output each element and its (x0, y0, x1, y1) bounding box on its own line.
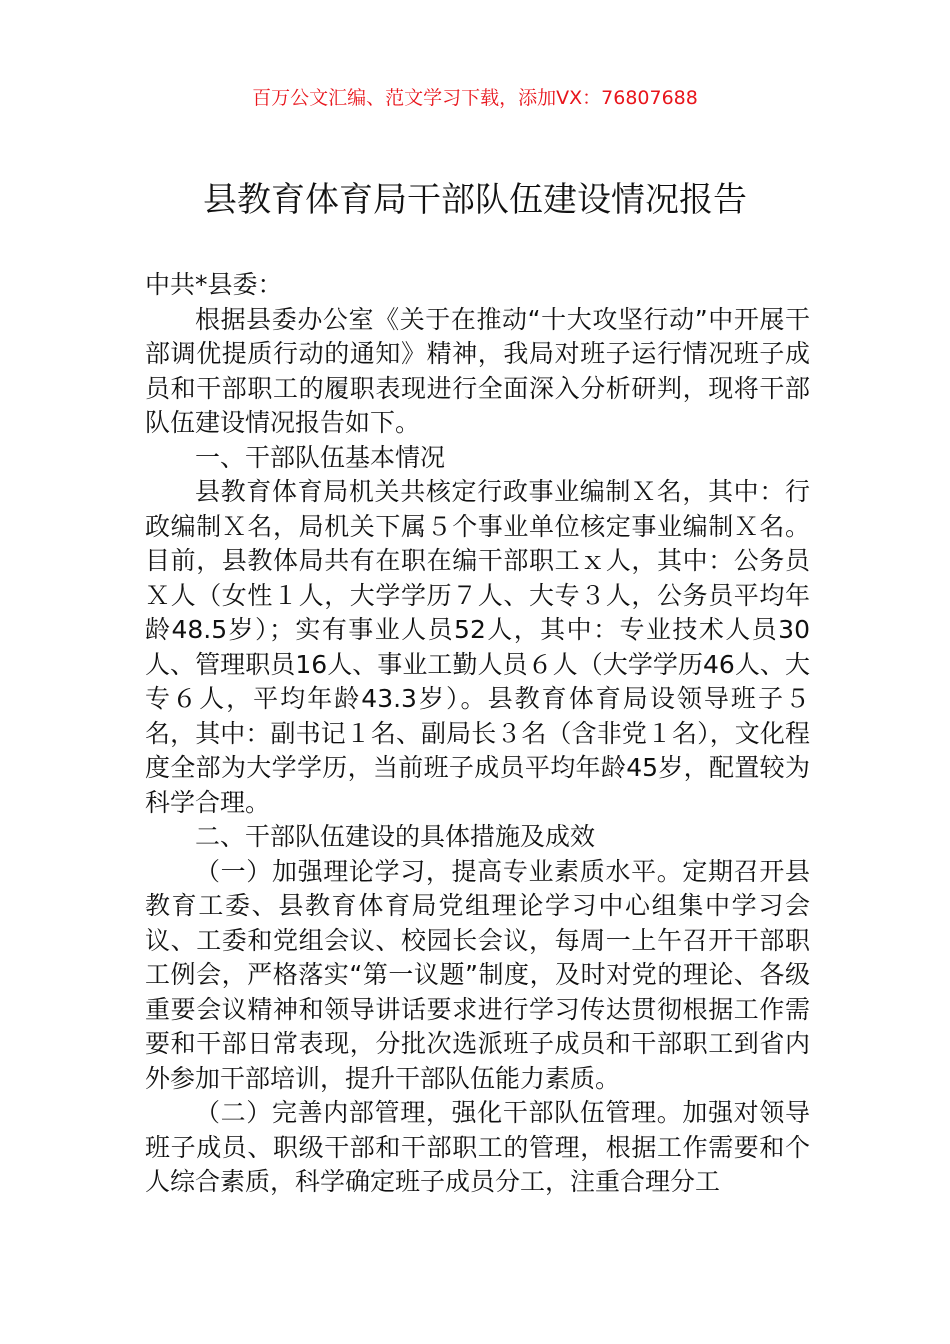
paragraph-basic-situation: 县教育体育局机关共核定行政事业编制Ｘ名，其中：行政编制Ｘ名，局机关下属５个事业单位核定事业编制Ｘ名。目前，县教体局共有在职在编干部职工ｘ人，其中：公务员Ｘ人（女性１人，大学学历７人、大专３人，公务员平均年龄48.5岁）；实有事业人员52人，其中：专业技术人员30人、管理职员16人、事业工勤人员６人（大学学历46人、大专６人，平均年龄43.3岁）。县教育体育局设领导班子５名，其中：副书记１名、副局长３名（含非党１名），文化程度全部为大学学历，当前班子成员平均年龄45岁，配置较为科学合理。 (145, 477, 810, 817)
salutation: 中共*县委： (145, 270, 283, 299)
section-heading-2: 二、干部队伍建设的具体措施及成效 (195, 822, 596, 851)
paragraph-intro: 根据县委办公室《关于在推动“十大攻坚行动”中开展干部调优提质行动的通知》精神，我局对班子运行情况班子成员和干部职工的履职表现进行全面深入分析研判，现将干部队伍建设情况报告如下。 (145, 304, 810, 437)
paragraph-measure-1: （一）加强理论学习，提高专业素质水平。定期召开县教育工委、县教育体育局党组理论学习中心组集中学习会议、工委和党组会议、校园长会议，每周一上午召开干部职工例会，严格落实“第一议题”制度，及时对党的理论、各级重要会议精神和领导讲话要求进行学习传达贯彻根据工作需要和干部日常表现，分批次选派班子成员和干部职工到省内外参加干部培训，提升干部队伍能力素质。 (145, 856, 810, 1093)
paragraph-measure-2: （二）完善内部管理，强化干部队伍管理。加强对领导班子成员、职级干部和干部职工的管理，根据工作需要和个人综合素质，科学确定班子成员分工，注重合理分工 (145, 1098, 810, 1196)
section-heading-1: 一、干部队伍基本情况 (195, 442, 446, 472)
header-note: 百万公文汇编、范文学习下载，添加VX：76807688 (252, 87, 698, 109)
document-title: 县教育体育局干部队伍建设情况报告 (203, 180, 747, 220)
document-body (145, 268, 810, 1200)
